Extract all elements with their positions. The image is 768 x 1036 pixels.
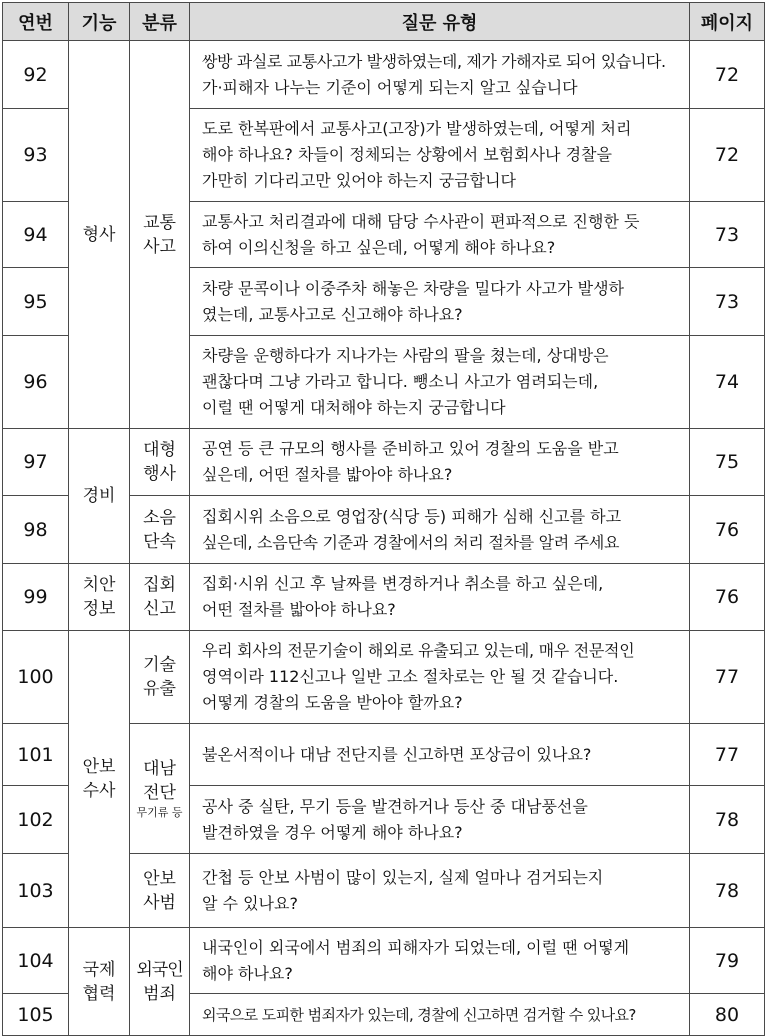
- question-line: 영역이라 112신고나 일반 고소 절차로는 안 될 것 같습니다.: [202, 667, 619, 686]
- row-number: 100: [3, 631, 69, 724]
- question-line: 이럴 땐 어떻게 대처해야 하는지 궁금합니다: [202, 398, 506, 417]
- function-cell: [69, 564, 130, 631]
- classification-label: 대남: [143, 758, 176, 779]
- row-number: 96: [3, 336, 69, 429]
- question-line: 가·피해자 나누는 기준이 어떻게 되는지 알고 싶습니다: [202, 77, 578, 97]
- row-number: 94: [3, 202, 69, 268]
- page-number: 75: [690, 429, 765, 496]
- question-line: 우리 회사의 전문기술이 해외로 유출되고 있는데, 매우 전문적인: [202, 641, 635, 660]
- page-number: 79: [690, 928, 765, 994]
- table-header-row: [3, 3, 765, 41]
- table-row: [3, 41, 765, 109]
- classification-label: 단속: [143, 531, 176, 552]
- classification-label: 기술: [143, 655, 176, 675]
- question-line: 싶은데, 어떤 절차를 밟아야 하나요?: [202, 465, 453, 484]
- function-label: 국제: [82, 959, 116, 980]
- faq-index-table: [2, 2, 765, 1036]
- page-number: 72: [690, 109, 765, 202]
- question-line: 도로 한복판에서 교통사고(고장)가 발생하였는데, 어떻게 처리: [202, 119, 632, 138]
- question-line: 차량 문콕이나 이중주차 해놓은 차량을 밀다가 사고가 발생하: [202, 278, 625, 298]
- page-number: 73: [690, 202, 765, 268]
- question-line: 불온서적이나 대남 전단지를 신고하면 포상금이 있나요?: [202, 744, 592, 764]
- row-number: 104: [3, 928, 69, 994]
- question-line: 집회·시위 신고 후 날짜를 변경하거나 취소를 하고 싶은데,: [202, 574, 604, 593]
- classification-label: 행사: [143, 464, 176, 484]
- header-classification: 분류: [130, 3, 190, 41]
- table-row: [3, 631, 765, 724]
- row-number: 99: [3, 564, 69, 631]
- page-number: 78: [690, 854, 765, 928]
- question-line: 어떻게 경찰의 도움을 받아야 할까요?: [202, 693, 463, 712]
- page-number: 80: [690, 994, 765, 1036]
- question-line: 간첩 등 안보 사범이 많이 있는지, 실제 얼마나 검거되는지: [202, 867, 604, 887]
- table-row: [3, 564, 765, 631]
- function-label: 수사: [82, 781, 116, 801]
- function-label: 형사: [82, 224, 116, 245]
- classification-label: 유출: [143, 679, 176, 699]
- question-cell: [190, 268, 690, 336]
- page-number: 78: [690, 786, 765, 854]
- classification-label: 신고: [143, 599, 176, 619]
- question-cell: [190, 994, 690, 1036]
- function-label: 치안: [82, 575, 116, 595]
- classification-label: 사고: [143, 236, 176, 257]
- question-line: 가만히 기다리고만 있어야 하는지 궁금합니다: [202, 171, 517, 190]
- page-number: 74: [690, 336, 765, 429]
- row-number: 97: [3, 429, 69, 496]
- classification-cell: [130, 854, 190, 928]
- classification-note: 무기류 등: [136, 805, 183, 819]
- classification-cell: [130, 564, 190, 631]
- question-cell: [190, 202, 690, 268]
- function-label: 정보: [82, 599, 116, 619]
- question-cell: [190, 496, 690, 564]
- function-label: 안보: [82, 757, 116, 777]
- header-function: 기능: [69, 3, 130, 41]
- question-line: 알 수 있나요?: [202, 893, 298, 913]
- question-line: 외국으로 도피한 범죄자가 있는데, 경찰에 신고하면 검거할 수 있나요?: [202, 1005, 636, 1024]
- question-cell: [190, 41, 690, 109]
- question-line: 공연 등 큰 규모의 행사를 준비하고 있어 경찰의 도움을 받고: [202, 439, 619, 458]
- classification-cell: [130, 41, 190, 429]
- row-number: 95: [3, 268, 69, 336]
- classification-label: 교통: [143, 212, 176, 233]
- question-line: 싶은데, 소음단속 기준과 경찰에서의 처리 절차를 알려 주세요: [202, 532, 620, 552]
- question-line: 교통사고 처리결과에 대해 담당 수사관이 편파적으로 진행한 듯: [202, 211, 640, 231]
- page-number: 72: [690, 41, 765, 109]
- classification-label: 집회: [143, 575, 176, 595]
- row-number: 105: [3, 994, 69, 1036]
- header-num: 연번: [3, 3, 69, 41]
- question-cell: [190, 429, 690, 496]
- row-number: 101: [3, 724, 69, 786]
- question-line: 발견하였을 경우 어떻게 해야 하나요?: [202, 822, 463, 842]
- question-line: 공사 중 실탄, 무기 등을 발견하거나 등산 중 대남풍선을: [202, 796, 588, 816]
- classification-label: 사범: [143, 892, 176, 913]
- classification-label: 외국인: [136, 959, 183, 980]
- question-line: 내국인이 외국에서 범죄의 피해자가 되었는데, 이럴 땐 어떻게: [202, 937, 630, 957]
- row-number: 92: [3, 41, 69, 109]
- function-label: 경비: [82, 486, 116, 506]
- classification-cell: [130, 928, 190, 1036]
- header-question-type: 질문 유형: [190, 3, 690, 41]
- classification-label: 안보: [143, 868, 176, 889]
- page-number: 76: [690, 496, 765, 564]
- question-cell: [190, 631, 690, 724]
- page-number: 73: [690, 268, 765, 336]
- question-cell: [190, 336, 690, 429]
- question-cell: [190, 109, 690, 202]
- page-number: 76: [690, 564, 765, 631]
- question-line: 어떤 절차를 밟아야 하나요?: [202, 600, 396, 619]
- question-line: 였는데, 교통사고로 신고해야 하나요?: [202, 304, 463, 324]
- question-line: 괜찮다며 그냥 가라고 합니다. 뺑소니 사고가 염려되는데,: [202, 372, 599, 391]
- classification-label: 전단: [143, 782, 176, 803]
- question-line: 쌍방 과실로 교통사고가 발생하였는데, 제가 가해자로 되어 있습니다.: [202, 51, 666, 71]
- row-number: 98: [3, 496, 69, 564]
- function-cell: [69, 41, 130, 429]
- row-number: 103: [3, 854, 69, 928]
- page-number: 77: [690, 724, 765, 786]
- question-cell: [190, 928, 690, 994]
- question-line: 집회시위 소음으로 영업장(식당 등) 피해가 심해 신고를 하고: [202, 506, 622, 526]
- question-cell: [190, 854, 690, 928]
- row-number: 93: [3, 109, 69, 202]
- classification-label: 대형: [143, 440, 176, 460]
- table-row: [3, 928, 765, 994]
- question-cell: [190, 724, 690, 786]
- function-cell: [69, 429, 130, 564]
- classification-label: 범죄: [143, 983, 176, 1004]
- question-cell: [190, 786, 690, 854]
- question-line: 해야 하나요?: [202, 963, 293, 983]
- classification-cell: [130, 724, 190, 854]
- function-label: 협력: [82, 983, 116, 1004]
- header-page: 페이지: [690, 3, 765, 41]
- question-line: 하여 이의신청을 하고 싶은데, 어떻게 해야 하나요?: [202, 237, 556, 257]
- question-line: 차량을 운행하다가 지나가는 사람의 팔을 쳤는데, 상대방은: [202, 346, 609, 365]
- question-cell: [190, 564, 690, 631]
- table-row: [3, 429, 765, 496]
- classification-cell: [130, 496, 190, 564]
- function-cell: [69, 631, 130, 928]
- page-number: 77: [690, 631, 765, 724]
- row-number: 102: [3, 786, 69, 854]
- classification-cell: [130, 631, 190, 724]
- classification-label: 소음: [143, 507, 176, 528]
- classification-cell: [130, 429, 190, 496]
- function-cell: [69, 928, 130, 1036]
- question-line: 해야 하나요? 차들이 정체되는 상황에서 보험회사나 경찰을: [202, 145, 612, 164]
